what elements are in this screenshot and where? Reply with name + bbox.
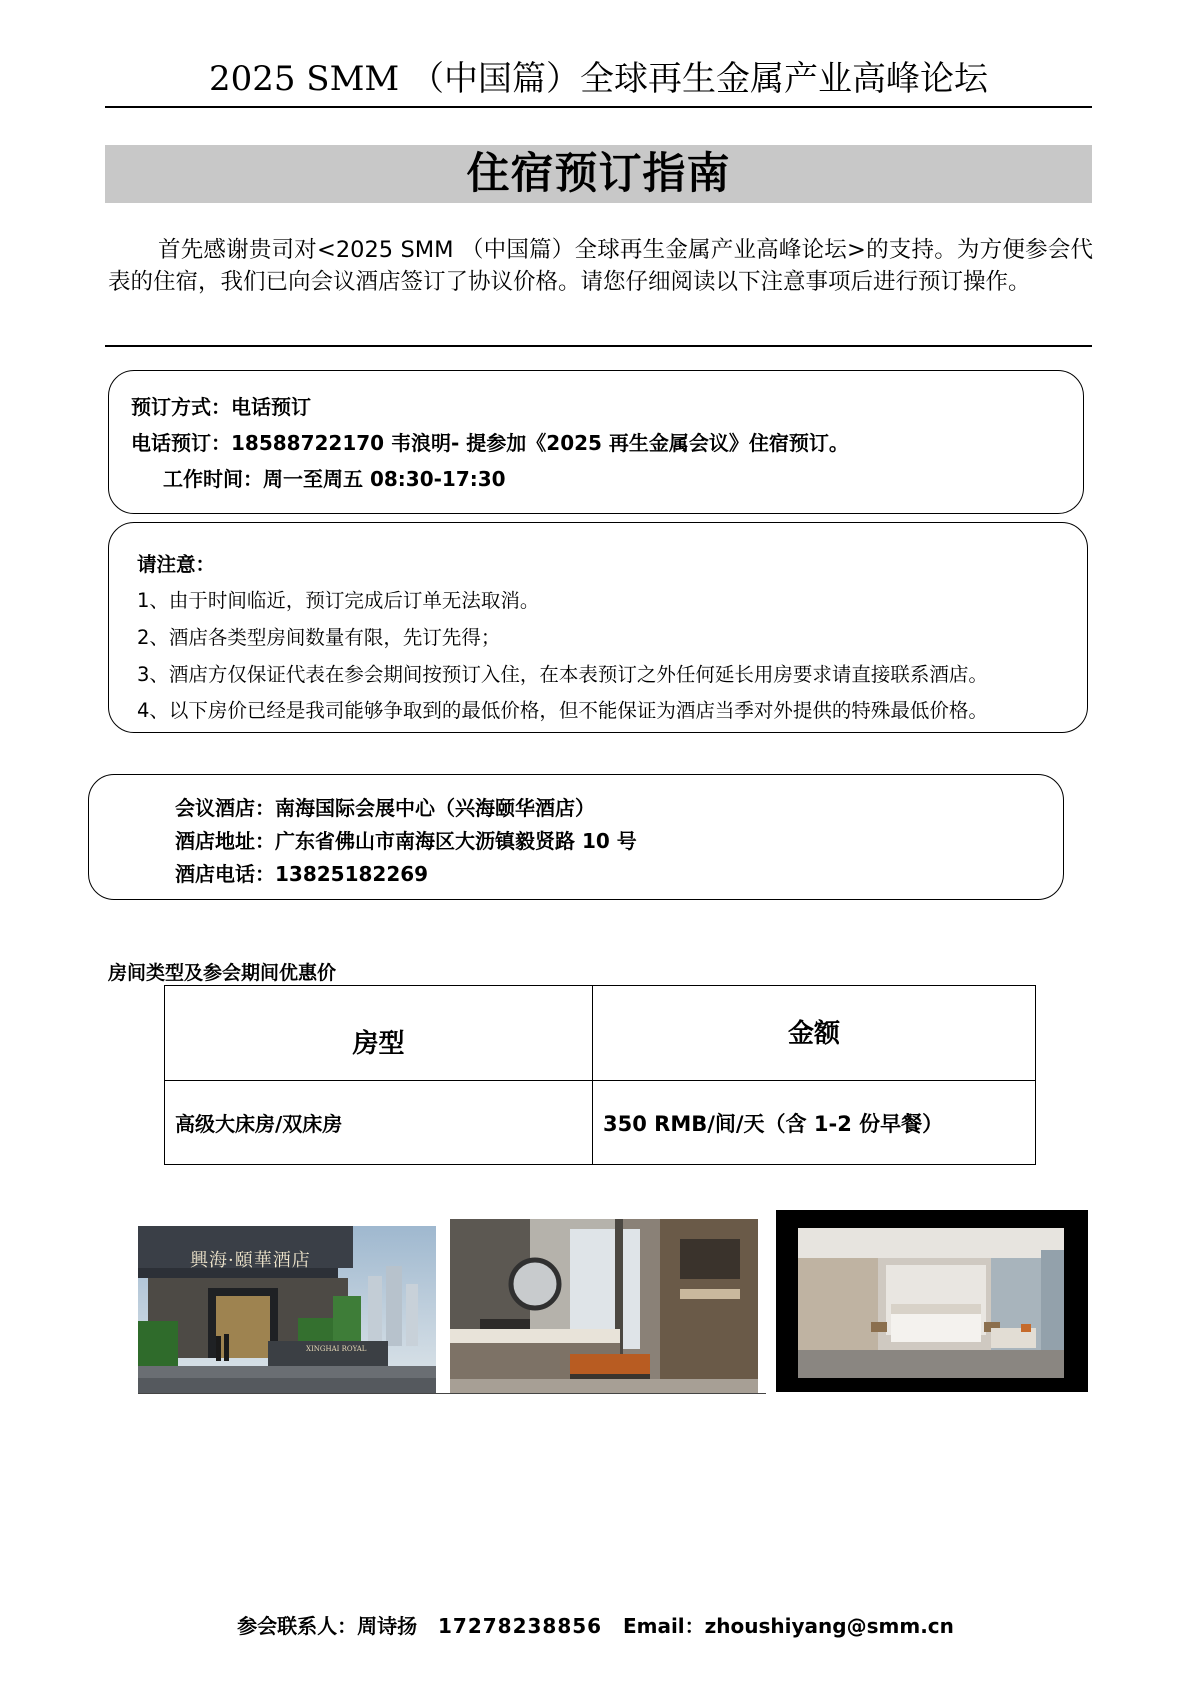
hotel-bedroom-photo: [776, 1210, 1088, 1392]
hotel-sign: 興海·頤華酒店: [190, 1250, 311, 1271]
notice-item: 1、由于时间临近，预订完成后订单无法取消。: [137, 589, 540, 612]
hotel-exterior-photo: [138, 1226, 436, 1393]
hotel-phone: 酒店电话：13825182269: [175, 862, 429, 886]
notice-item: 4、以下房价已经是我司能够争取到的最低价格，但不能保证为酒店当季对外提供的特殊最低价格。: [137, 699, 988, 722]
booking-method: 预订方式：电话预订: [131, 395, 311, 419]
room-type-cell: 高级大床房/双床房: [165, 1081, 593, 1165]
photo-divider: [138, 1393, 766, 1394]
notice-box: [108, 522, 1088, 733]
hotel-info-box: [88, 774, 1064, 900]
document-title: 住宿预订指南: [105, 145, 1092, 203]
contact-person: 参会联系人：周诗扬: [237, 1614, 418, 1638]
header-title: 2025 SMM （中国篇）全球再生金属产业高峰论坛: [208, 59, 989, 99]
hotel-bathroom-image: [450, 1219, 758, 1393]
footer-contact: [0, 1610, 1191, 1639]
notice-heading: 请注意：: [137, 553, 216, 576]
header-divider: [105, 106, 1092, 108]
room-rate-table: [164, 985, 1036, 1165]
booking-hours: 工作时间：周一至周五 08:30-17:30: [163, 467, 506, 491]
rates-section-label: 房间类型及参会期间优惠价: [108, 962, 337, 984]
contact-phone: 17278238856: [437, 1614, 603, 1638]
booking-info-box: [108, 370, 1084, 514]
price-cell: 350 RMB/间/天（含 1-2 份早餐）: [593, 1081, 1036, 1165]
hotel-bedroom-image: [776, 1210, 1088, 1392]
intro-paragraph: 首先感谢贵司对<2025 SMM （中国篇）全球再生金属产业高峰论坛>的支持。为方便参会代表的住宿，我们已向会议酒店签订了协议价格。请您仔细阅读以下注意事项后进行预订操作。: [108, 237, 1093, 295]
hotel-address: 酒店地址：广东省佛山市南海区大沥镇毅贤路 10 号: [175, 829, 637, 853]
hotel-plaque: XINGHAI ROYAL: [306, 1345, 367, 1353]
notice-item: 3、酒店方仅保证代表在参会期间按预订入住，在本表预订之外任何延长用房要求请直接联系酒店。: [137, 663, 988, 686]
contact-email[interactable]: Email：zhoushiyang@smm.cn: [622, 1614, 954, 1638]
room-type-header: 房型: [165, 986, 593, 1081]
table-header-row: [165, 986, 1036, 1081]
table-row: [165, 1081, 1036, 1165]
notice-item: 2、酒店各类型房间数量有限，先订先得；: [137, 626, 501, 649]
intro-divider: [105, 345, 1092, 347]
hotel-bathroom-photo: [450, 1219, 758, 1393]
price-header: 金额: [593, 986, 1036, 1081]
hotel-name: 会议酒店：南海国际会展中心（兴海颐华酒店）: [175, 796, 595, 820]
booking-phone: 电话预订：18588722170 韦浪明- 提参加《2025 再生金属会议》住宿预订。: [131, 431, 849, 455]
